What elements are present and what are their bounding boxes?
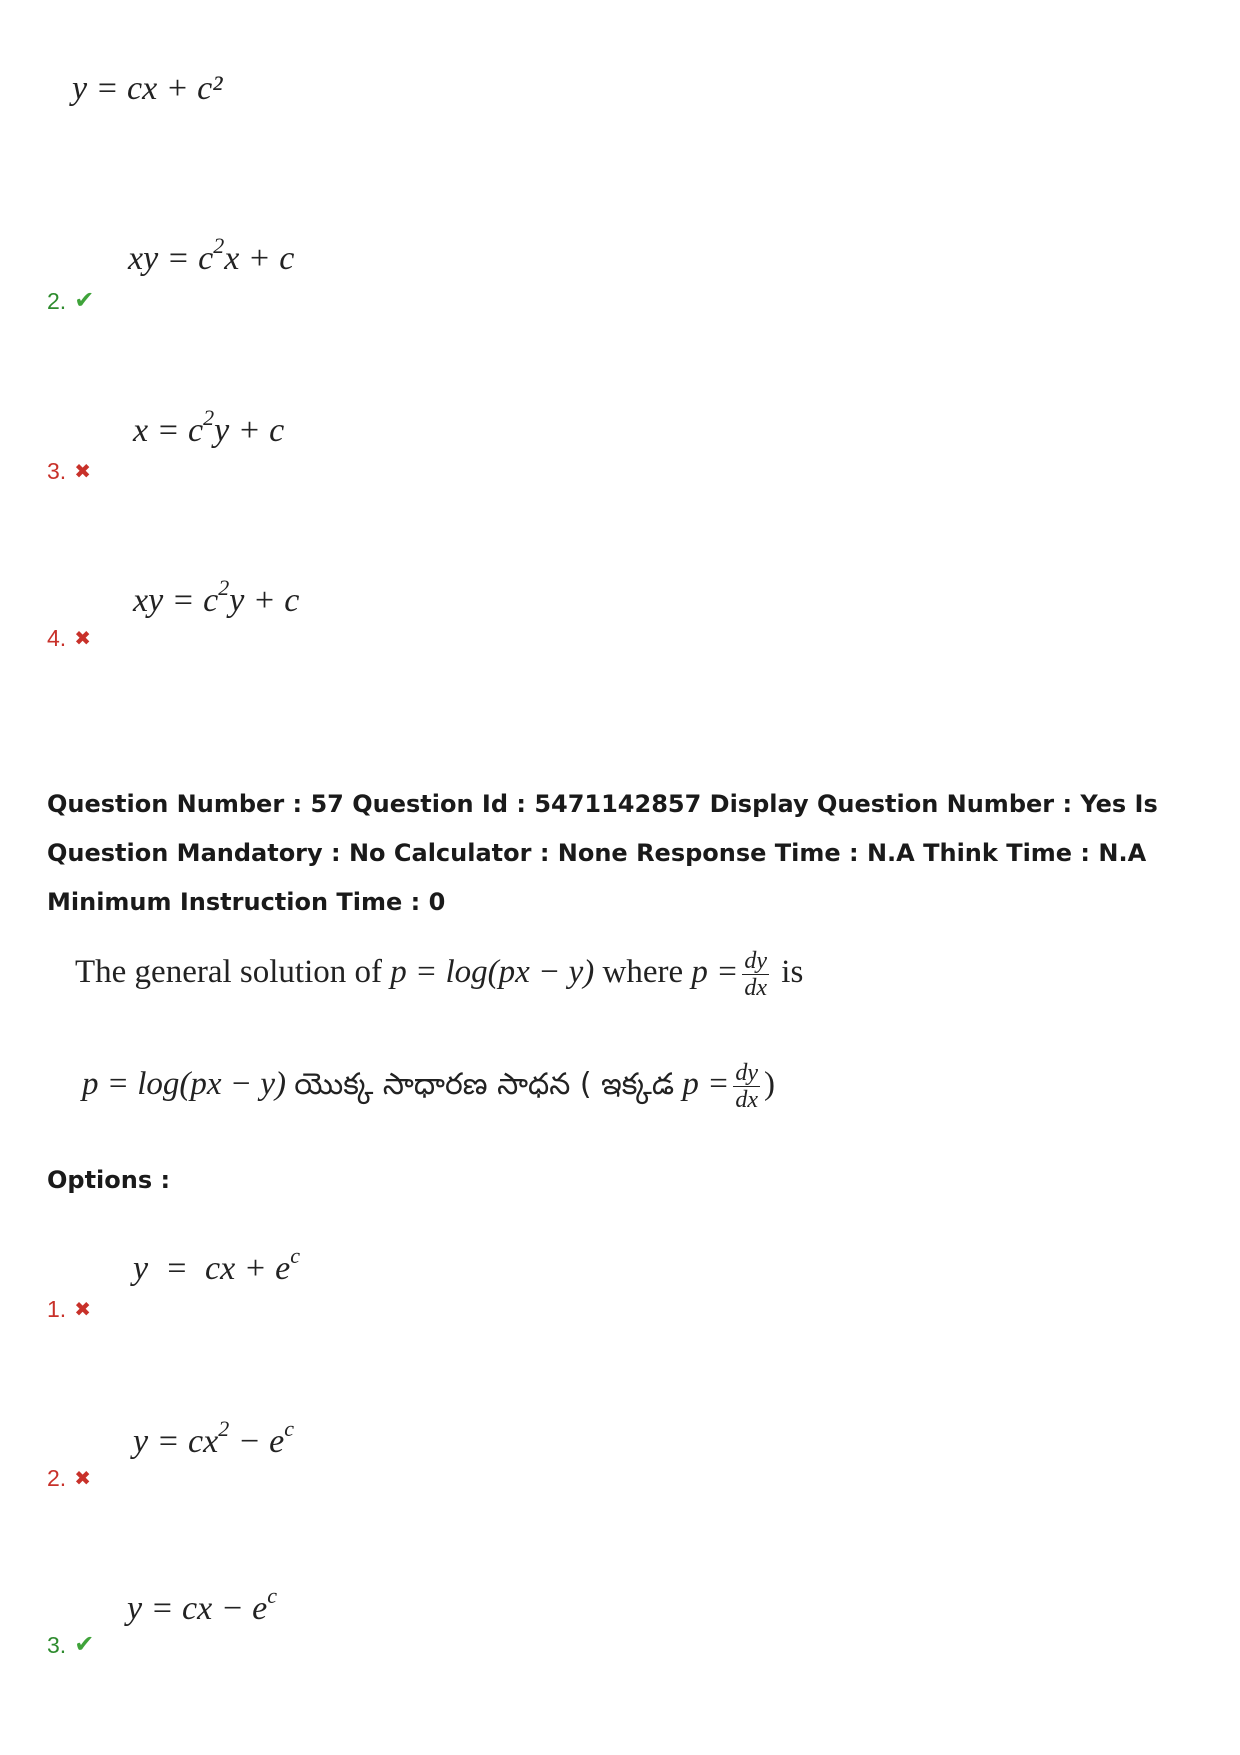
dy-dx-fraction <box>733 1060 760 1113</box>
question-where: where <box>602 954 684 991</box>
option-2-number <box>47 1465 91 1492</box>
formula-exponent: c <box>290 1243 301 1268</box>
formula-part: y + c <box>214 412 285 449</box>
prev-option-1-text: y = cx + c² <box>72 70 223 107</box>
formula-exponent: c <box>284 1416 295 1441</box>
prev-option-3-formula <box>133 405 285 450</box>
fraction-denominator: dx <box>735 1087 759 1113</box>
formula-part: y = cx <box>133 1423 219 1460</box>
check-icon: ✔ <box>74 287 95 314</box>
option-2-formula <box>133 1416 295 1461</box>
option-number: 1. <box>47 1296 67 1322</box>
question-prefix: The general solution of <box>75 954 382 991</box>
formula-exponent: 2 <box>218 575 230 600</box>
question-p-equals: p = <box>691 954 739 991</box>
option-number: 4. <box>47 625 67 651</box>
fraction-numerator: dy <box>735 1060 759 1086</box>
formula-part: y + c <box>229 582 300 619</box>
question-expression: p = log(px − y) <box>390 954 595 991</box>
telugu-p-equals: p = <box>682 1066 730 1103</box>
telugu-text: యొక్క సాధారణ సాధన ( ఇక్కడ <box>294 1067 675 1103</box>
dy-dx-fraction <box>742 948 769 1001</box>
question-suffix: is <box>781 954 804 991</box>
prev-option-4-number <box>47 625 91 652</box>
formula-part: y = cx + e <box>133 1250 291 1287</box>
cross-icon: ✖ <box>74 1299 91 1321</box>
cross-icon: ✖ <box>74 628 91 650</box>
prev-option-1-formula <box>72 70 222 108</box>
option-number: 2. <box>47 1465 67 1491</box>
option-1-number <box>47 1296 91 1323</box>
formula-exponent: 2 <box>203 405 215 430</box>
formula-part: xy = c <box>133 582 219 619</box>
cross-icon: ✖ <box>74 461 91 483</box>
prev-option-3-number <box>47 458 91 485</box>
options-label: Options : <box>47 1166 171 1194</box>
formula-part: x + c <box>224 240 295 277</box>
question-meta: Question Number : 57 Question Id : 5471142857 Display Question Number : Yes Is Question Mandatory : No Calculator : None Response Time : N.A Think Time : N.A Minimum Instruction Time : 0 <box>47 790 1158 916</box>
fraction-numerator: dy <box>744 948 768 974</box>
formula-exponent: 2 <box>218 1416 230 1441</box>
formula-part: x = c <box>133 412 204 449</box>
formula-part: − e <box>229 1423 285 1460</box>
question-text-english <box>75 948 803 1001</box>
option-3-formula <box>127 1583 278 1628</box>
formula-exponent: 2 <box>213 233 225 258</box>
option-1-formula <box>133 1243 301 1288</box>
option-3-number <box>47 1630 94 1659</box>
question-text-telugu <box>82 1060 775 1113</box>
option-number: 2. <box>47 288 67 314</box>
option-number: 3. <box>47 458 67 484</box>
option-number: 3. <box>47 1632 67 1658</box>
formula-exponent: c <box>267 1583 278 1608</box>
prev-option-2-formula <box>128 233 295 278</box>
formula-part: xy = c <box>128 240 214 277</box>
telugu-close-paren: ) <box>764 1066 776 1103</box>
cross-icon: ✖ <box>74 1468 91 1490</box>
prev-option-2-number <box>47 286 94 315</box>
telugu-expression: p = log(px − y) <box>82 1066 286 1103</box>
formula-part: y = cx − e <box>127 1590 268 1627</box>
fraction-denominator: dx <box>744 975 768 1001</box>
check-icon: ✔ <box>74 1631 95 1658</box>
prev-option-4-formula <box>133 575 300 620</box>
